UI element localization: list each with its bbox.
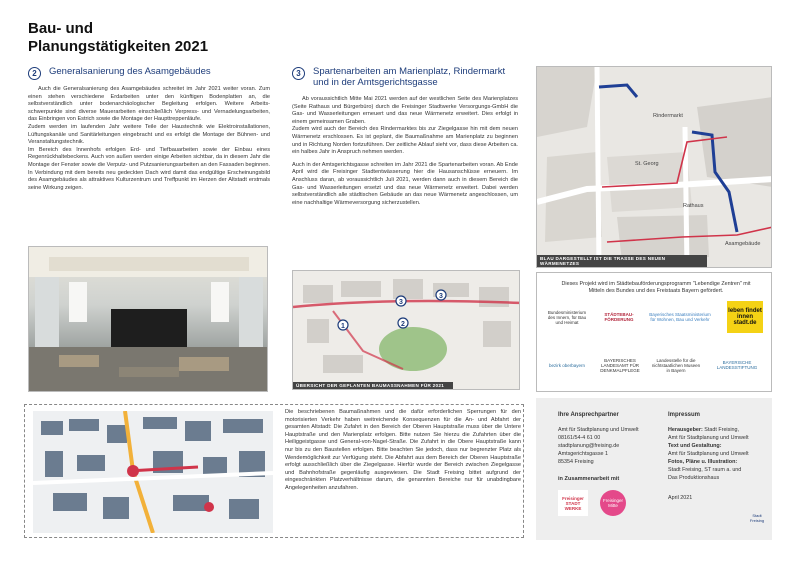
contact-line: Amt für Stadtplanung und Umwelt [558,427,639,433]
lebendige-zentren-logo: leben findet innen stadt.de [727,301,763,333]
photos-label: Fotos, Pläne u. Illustration: [668,459,738,465]
funding-text: Dieses Projekt wird im Städtebauförderungsprogramm "Lebendige Zentren" mit Mitteln des Bundes und des Freistaats Bayern gefördert. [561,281,751,294]
contacts [558,412,658,516]
section-title: Spartenarbeiten am Marienplatz, Rindermarkt und in der Amtsgerichtsgasse [313,66,506,88]
paragraph: Auch in der Amtsgerichtsgasse schreiten im Jahr 2021 die Spartenarbeiten voran. Ab Ende April wird die Freisinger Stadtentwässerung hier die Hausanschlüsse erneuern. Im Anschluss daran, ab voraussichtlich Juli 2021, werden dann auch in diesem Bereich die Gas- und Wasserleitungen ersetzt und das neue Wärmenetz erweitert. Dabei werden selbstverständlich alle städtischen Gebäude an das neue Wärmenetz angeschlossen, um eine nachhaltige Wärmeversorgung sicherzustellen. [292,161,518,206]
contact-phone: 08161/54-4 61 00 [558,435,601,441]
section-body [28,86,270,192]
map-caption: ÜBERSICHT DER GEPLANTEN BAUMASSNAHMEN FÜR 2021 [293,382,453,389]
traffic-notice [24,404,524,538]
waermenetz-map [536,66,772,268]
hall-photo [28,246,268,392]
photos-value: Stadt Freising, ST raum a. und [668,467,742,473]
impressum-heading: Impressum [668,412,701,418]
publisher-label: Herausgeber: [668,427,703,433]
bezirk-logo: bezirk oberbayern [548,362,586,368]
text-value: Amt für Stadtplanung und Umwelt [668,451,749,457]
date: April 2021 [668,495,693,501]
traffic-text: Die beschriebenen Baumaßnahmen und die dafür erforderlichen Sperrungen für den motorisierten Verkehr haben weitreichende Konsequenzen für die An- und Abfahrt der gesamten Altstadt: Die Zufahrt in den Bereich der Oberen Hauptstraße muss über die Untere Hauptstraße und den Marienplatz erfolgen. Bitte nutzen Sie hierzu die Zufahrten über die Heiliggeistgasse und General-von-Nagel-Straße. Die Zufahrt in die Obere Hauptstraße kann nur bis zu den Baustellen erfolgen. Bitte beachten Sie jedoch, dass nur begrenzter Platz als Wendemöglichkeit zur Verfügung steht. Die Abfahrt aus dem Bereich der Oberen Hauptstraße erfolgt ausschließlich über die Ziegelgasse. Hierfür wurde der Bereich zwischen Ziegelgasse und Bahnhofstraße gegenläufig ausgewiesen. Die Stadt Freising bittet aufgrund der eingeschränkten Platzverhältnisse darum, die genannten Bereiche nur für unabdingbare Angelegenheiten anzufahren. [285,409,521,491]
cooperation-heading: in Zusammenarbeit mit [558,476,620,482]
contact-line: Amtsgerichtsgasse 1 [558,451,609,457]
funding-box [536,272,772,392]
impressum [668,412,768,502]
blfd-logo: BAYERISCHES LANDESAMT FÜR DENKMALPFLEGE [600,357,640,373]
paragraph: Zudem werden im laufenden Jahr weitere Teile der Haustechnik wie Elektroinstallationen, Lüftungskanäle und Sanitärleitungen eingebracht und es erfolgt die Montage der Bühnen- und Veranstaltungstechnik. [28,123,270,146]
publisher-dept: Amt für Stadtplanung und Umwelt [668,435,749,441]
map-caption: BLAU DARGESTELLT IST DIE TRASSE DES NEUEN WÄRMENETZES [537,255,707,267]
freisinger-mitte-logo: Freisinger Mitte [600,490,626,516]
section-number: 2 [28,67,41,80]
marker-1: 1 [341,323,345,330]
contacts-heading: Ihre Ansprechpartner [558,412,619,418]
overview-map [292,270,520,390]
stmb-logo: Bayerisches Staatsministerium für Wohnen, Bau und Verkehr [649,312,711,322]
landesstiftung-logo: BAYERISCHE LANDESSTIFTUNG [716,360,758,370]
contacts-panel [536,398,772,540]
bmi-logo: Bundesministerium des Innern, für Bau und Heimat [547,309,587,325]
label-rathaus: Rathaus [683,203,704,209]
section-number: 3 [292,67,305,80]
cooperation-logos [558,490,658,516]
paragraph: Auch die Generalsanierung des Asamgebäudes schreitet im Jahr 2021 weiter voran. Zum einen stehen verschiedene Erdarbeiten unter den künftigen Bodenplatten an, die selbstverständlich unter bodenarchäologischer Begleitung erfolgen. Weitere Arbeits- schwerpunkte sind diverse Mauerarbeiten einschließlich Verpress- und Vernadelungsarbeiten, das Einbringen von Estrich sowie die Montage der Haupttreppenläufe. [28,86,270,123]
section-heading [292,66,518,88]
section-heading [28,66,270,80]
contact-email[interactable]: stadtplanung@freising.de [558,443,620,449]
text-label: Text und Gestaltung: [668,443,722,449]
publisher: Stadt Freising, [704,427,740,433]
contact-line: 85354 Freising [558,459,594,465]
marker-3: 3 [399,299,403,306]
marker-3b: 3 [439,293,443,300]
marker-2: 2 [401,321,405,328]
paragraph: Zudem wird auch der Bereich des Rindermarktes bis zur Ziegelgasse hin mit dem neuen Wärmenetz erschlossen. Es ist geplant, die Baumaßnahme am Marienplatz zu beginnen und in Richtung Norden fortzuführen. Der zeitliche Ablauf sieht vor, dass diese Arbeiten ca. ein halbes Jahr in Anspruch nehmen werden. [292,126,518,156]
section-asamgebaeude [28,66,270,192]
label-rindermarkt: Rindermarkt [653,113,683,119]
section-title: Generalsanierung des Asamgebäudes [49,66,211,77]
staedtebau-logo: STÄDTEBAU-FÖRDERUNG [604,312,634,322]
city-logo: Stadt Freising [749,513,765,523]
photos-value-2: Das Produktionshaus [668,475,720,481]
label-asamgebaeude: Asamgebäude [725,241,761,247]
impressum-details [668,426,768,482]
paragraph: Ab voraussichtlich Mitte Mai 2021 werden auf der westlichen Seite des Marienplatzes (Seite Rathaus und Bürgerbüro) durch die Freisinger Stadtwerke Versorgungs-GmbH die Gas- und Wasserleitungen erneuert und das neue Wärmenetz erweitert. Dies erfolgt in einem gemeinsamen Graben. [292,96,518,125]
section-body [292,96,518,207]
traffic-map [33,411,273,533]
section-spartenarbeiten [292,66,518,207]
label-st-georg: St. Georg [635,161,659,167]
paragraph: Im Bereich des Innenhofs erfolgen Erd- und Tiefbauarbeiten sowie der Einbau eines Regenrückhaltebeckens. Auch von außen werden einige Arbeiten sichtbar, da in diesem Jahr die Montage der Fenster sowie die Verputz- und Putzsanierungsarbeiten an den Fassaden beginnen. In Verbindung mit dem bereits neu gedeckten Dach wird damit das endgültige Erscheinungsbild des Asamgebäudes als attraktives Kulturzentrum und Treffpunkt im Herzen der Altstadt erstmals seine Wirkung zeigen. [28,146,270,191]
contacts-details [558,426,658,466]
museen-logo: Landesstelle für die nichtstaatlichen Museen in Bayern [651,357,701,373]
stadtwerke-logo: Freisinger STADT WERKE [558,490,588,516]
page-title: Bau- und Planungstätigkeiten 2021 [28,20,209,55]
